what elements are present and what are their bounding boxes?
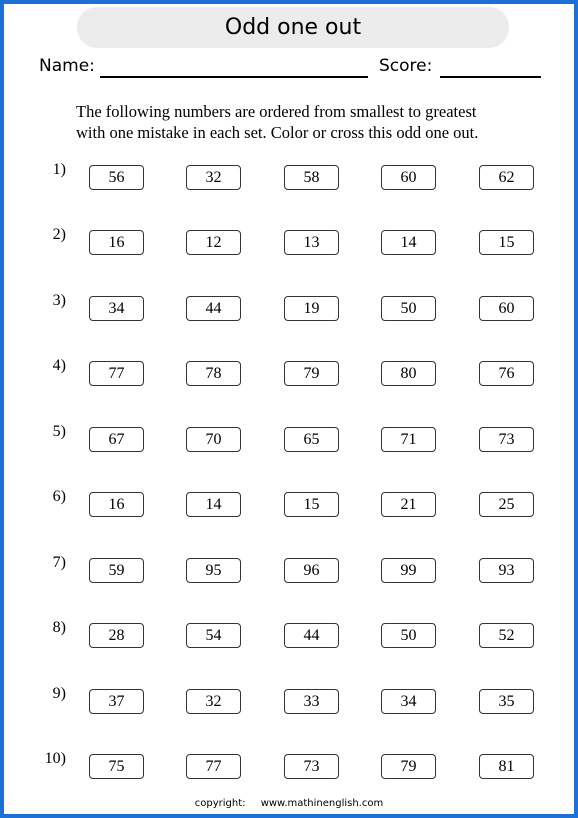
problem-number: 3) <box>52 292 66 309</box>
number-box[interactable]: 44 <box>186 296 241 321</box>
number-box[interactable]: 79 <box>381 754 436 779</box>
number-box[interactable]: 14 <box>381 230 436 255</box>
number-box[interactable]: 81 <box>479 754 534 779</box>
number-box[interactable]: 75 <box>89 754 144 779</box>
problem-row <box>0 685 578 719</box>
number-box[interactable]: 95 <box>186 558 241 583</box>
number-box[interactable]: 34 <box>381 689 436 714</box>
number-box[interactable]: 73 <box>479 427 534 452</box>
number-box[interactable]: 62 <box>479 165 534 190</box>
problem-number: 4) <box>52 357 66 374</box>
number-box[interactable]: 34 <box>89 296 144 321</box>
number-box[interactable]: 76 <box>479 361 534 386</box>
number-box[interactable]: 54 <box>186 623 241 648</box>
number-box[interactable]: 32 <box>186 689 241 714</box>
number-box[interactable]: 13 <box>284 230 339 255</box>
instructions-line-2: with one mistake in each set. Color or cross this odd one out. <box>76 123 479 142</box>
number-box[interactable]: 28 <box>89 623 144 648</box>
problem-number: 10) <box>44 750 66 767</box>
problem-row <box>0 161 578 195</box>
number-box[interactable]: 50 <box>381 296 436 321</box>
number-box[interactable]: 60 <box>479 296 534 321</box>
number-box[interactable]: 58 <box>284 165 339 190</box>
number-box[interactable]: 25 <box>479 492 534 517</box>
number-box[interactable]: 56 <box>89 165 144 190</box>
instructions-line-1: The following numbers are ordered from smallest to greatest <box>76 102 477 121</box>
problem-number: 9) <box>52 685 66 702</box>
number-box[interactable]: 16 <box>89 230 144 255</box>
problem-row <box>0 488 578 522</box>
number-box[interactable]: 16 <box>89 492 144 517</box>
number-box[interactable]: 73 <box>284 754 339 779</box>
number-box[interactable]: 12 <box>186 230 241 255</box>
number-box[interactable]: 78 <box>186 361 241 386</box>
number-box[interactable]: 79 <box>284 361 339 386</box>
number-box[interactable]: 37 <box>89 689 144 714</box>
number-box[interactable]: 59 <box>89 558 144 583</box>
number-box[interactable]: 33 <box>284 689 339 714</box>
problem-number: 6) <box>52 488 66 505</box>
number-box[interactable]: 71 <box>381 427 436 452</box>
problem-number: 8) <box>52 619 66 636</box>
problem-row <box>0 750 578 784</box>
website-link[interactable]: www.mathinenglish.com <box>260 798 384 809</box>
number-box[interactable]: 44 <box>284 623 339 648</box>
number-box[interactable]: 19 <box>284 296 339 321</box>
problem-row <box>0 554 578 588</box>
problem-row <box>0 357 578 391</box>
number-box[interactable]: 32 <box>186 165 241 190</box>
problem-number: 5) <box>52 423 66 440</box>
problem-number: 7) <box>52 554 66 571</box>
problem-row <box>0 226 578 260</box>
number-box[interactable]: 80 <box>381 361 436 386</box>
number-box[interactable]: 15 <box>284 492 339 517</box>
problem-number: 1) <box>52 161 66 178</box>
footer <box>0 798 578 809</box>
problem-row <box>0 619 578 653</box>
score-label: Score: <box>379 56 433 76</box>
number-box[interactable]: 93 <box>479 558 534 583</box>
number-box[interactable]: 65 <box>284 427 339 452</box>
number-box[interactable]: 60 <box>381 165 436 190</box>
name-field-line[interactable] <box>100 76 368 78</box>
number-box[interactable]: 15 <box>479 230 534 255</box>
score-field-line[interactable] <box>440 76 541 78</box>
number-box[interactable]: 99 <box>381 558 436 583</box>
name-label: Name: <box>39 56 95 76</box>
number-box[interactable]: 52 <box>479 623 534 648</box>
number-box[interactable]: 77 <box>186 754 241 779</box>
copyright-label: copyright: <box>194 798 246 809</box>
number-box[interactable]: 50 <box>381 623 436 648</box>
problem-row <box>0 423 578 457</box>
number-box[interactable]: 67 <box>89 427 144 452</box>
number-box[interactable]: 70 <box>186 427 241 452</box>
number-box[interactable]: 35 <box>479 689 534 714</box>
number-box[interactable]: 21 <box>381 492 436 517</box>
number-box[interactable]: 77 <box>89 361 144 386</box>
instructions <box>76 101 546 143</box>
worksheet-title: Odd one out <box>77 7 509 48</box>
number-box[interactable]: 96 <box>284 558 339 583</box>
problem-row <box>0 292 578 326</box>
problem-number: 2) <box>52 226 66 243</box>
number-box[interactable]: 14 <box>186 492 241 517</box>
